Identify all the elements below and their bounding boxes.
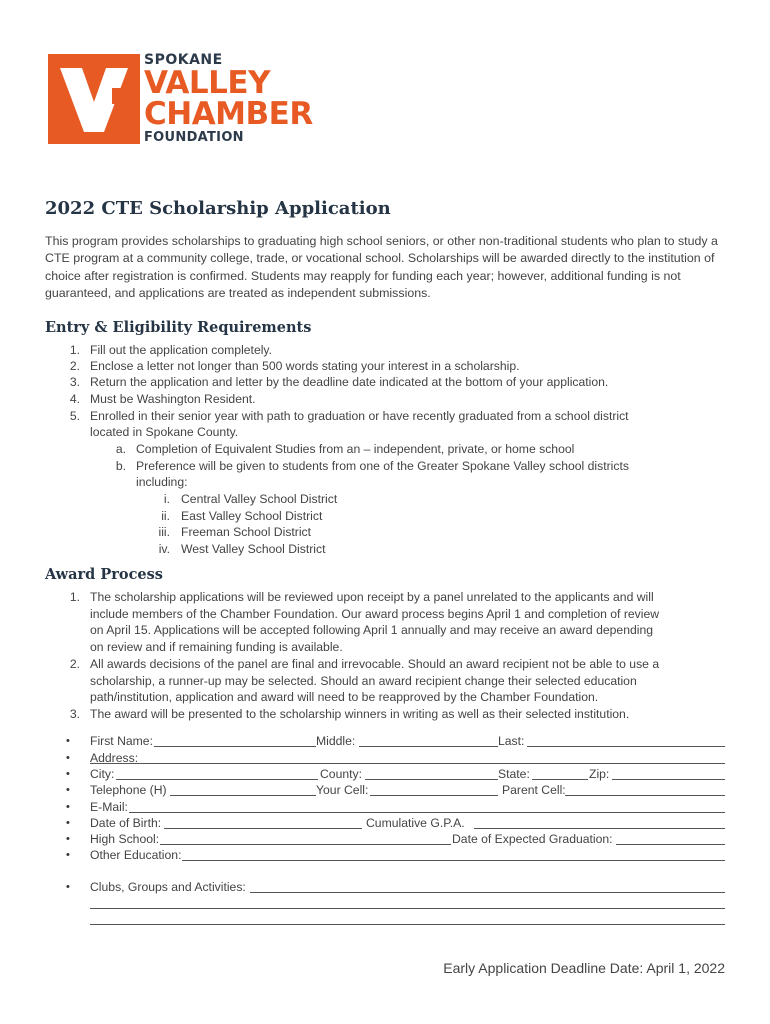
- district-roman-numeral: i.: [163, 492, 170, 506]
- award-item-line: include members of the Chamber Foundation. Our award process begins April 1 and completion of review: [90, 607, 660, 621]
- bullet: •: [66, 833, 70, 845]
- district-roman-numeral: iii.: [158, 525, 170, 539]
- clubs-field[interactable]: [250, 892, 725, 893]
- entry-item: Fill out the application completely.: [90, 343, 273, 357]
- zip-label: Zip:: [589, 767, 610, 781]
- zip-field[interactable]: [612, 779, 725, 780]
- page-title: 2022 CTE Scholarship Application: [45, 198, 391, 219]
- other-education-field[interactable]: [182, 860, 725, 861]
- clubs-field-line-2[interactable]: [90, 908, 725, 909]
- city-label: City:: [90, 767, 115, 781]
- logo-line-3: CHAMBER: [144, 96, 313, 132]
- award-item-number: 2.: [69, 657, 80, 671]
- bullet: •: [66, 752, 70, 764]
- date-of-birth-field[interactable]: [164, 828, 362, 829]
- your-cell-label: Your Cell:: [316, 783, 369, 797]
- award-item-line: path/institution, application and award will need to be reapproved by the Chamber Foundation.: [90, 690, 599, 704]
- bullet: •: [66, 817, 70, 829]
- district-roman-numeral: iv.: [158, 542, 170, 556]
- parent-cell-field[interactable]: [565, 795, 725, 796]
- entry-item-number: 5.: [69, 409, 80, 423]
- deadline-text: Early Application Deadline Date: April 1, 2022: [443, 960, 725, 976]
- email-field[interactable]: [129, 812, 725, 813]
- state-label: State:: [498, 767, 530, 781]
- award-item-line: on review and if remaining funding is available.: [90, 640, 343, 654]
- district-item: Central Valley School District: [181, 492, 338, 506]
- clubs-field-line-3[interactable]: [90, 924, 725, 925]
- middle-name-field[interactable]: [359, 746, 498, 747]
- first-name-label: First Name:: [90, 734, 153, 748]
- district-item: East Valley School District: [181, 509, 323, 523]
- clubs-label: Clubs, Groups and Activities:: [90, 880, 246, 894]
- middle-name-label: Middle:: [316, 734, 356, 748]
- logo-line-2: VALLEY: [144, 65, 271, 101]
- last-name-field[interactable]: [527, 746, 725, 747]
- entry-heading: Entry & Eligibility Requirements: [45, 319, 312, 336]
- graduation-date-field[interactable]: [616, 844, 725, 845]
- county-label: County:: [320, 767, 363, 781]
- date-of-birth-label: Date of Birth:: [90, 816, 162, 830]
- award-item-number: 3.: [69, 707, 80, 721]
- entry-item-number: 4.: [69, 392, 80, 406]
- entry-subitem-continued: including:: [136, 475, 188, 489]
- gpa-field[interactable]: [474, 828, 725, 829]
- entry-subitem: Preference will be given to students from one of the Greater Spokane Valley school districts: [136, 459, 629, 473]
- district-roman-numeral: ii.: [161, 509, 170, 523]
- parent-cell-label: Parent Cell:: [502, 783, 566, 797]
- v-mark-icon: [48, 54, 140, 144]
- state-field[interactable]: [532, 779, 588, 780]
- entry-item: Enrolled in their senior year with path to graduation or have recently graduated from a school district: [90, 409, 629, 423]
- address-label: Address:: [90, 751, 139, 765]
- district-item: Freeman School District: [181, 525, 312, 539]
- entry-subitem: Completion of Equivalent Studies from an – independent, private, or home school: [136, 442, 575, 456]
- logo-wordmark: [144, 52, 313, 146]
- bullet: •: [66, 881, 70, 893]
- logo-line-4: FOUNDATION: [144, 130, 244, 145]
- logo-line-1: SPOKANE: [144, 52, 223, 68]
- high-school-field[interactable]: [160, 844, 451, 845]
- entry-item: Return the application and letter by the deadline date indicated at the bottom of your application.: [90, 375, 609, 389]
- entry-item-continued: located in Spokane County.: [90, 425, 239, 439]
- county-field[interactable]: [365, 779, 498, 780]
- email-label: E-Mail:: [90, 800, 128, 814]
- district-item: West Valley School District: [181, 542, 326, 556]
- gpa-label: Cumulative G.P.A.: [366, 816, 465, 830]
- telephone-label: Telephone (H): [90, 783, 167, 797]
- address-field[interactable]: [90, 763, 725, 764]
- award-item-line: All awards decisions of the panel are final and irrevocable. Should an award recipient not be able to use a: [90, 657, 660, 671]
- your-cell-field[interactable]: [370, 795, 498, 796]
- last-name-label: Last:: [498, 734, 525, 748]
- graduation-date-label: Date of Expected Graduation:: [452, 832, 613, 846]
- entry-item-number: 3.: [69, 375, 80, 389]
- bullet: •: [66, 768, 70, 780]
- award-heading: Award Process: [45, 566, 163, 583]
- bullet: •: [66, 735, 70, 747]
- award-item-line: The award will be presented to the scholarship winners in writing as well as their selected institution.: [90, 707, 630, 721]
- entry-item: Must be Washington Resident.: [90, 392, 256, 406]
- entry-item-number: 2.: [69, 359, 80, 373]
- foundation-logo: [48, 50, 318, 146]
- city-field[interactable]: [116, 779, 318, 780]
- first-name-field[interactable]: [154, 746, 316, 747]
- other-education-label: Other Education:: [90, 848, 182, 862]
- entry-item: Enclose a letter not longer than 500 words stating your interest in a scholarship.: [90, 359, 520, 373]
- entry-subitem-letter: b.: [115, 459, 126, 473]
- entry-subitem-letter: a.: [115, 442, 126, 456]
- bullet: •: [66, 849, 70, 861]
- award-item-number: 1.: [69, 590, 80, 604]
- entry-item-number: 1.: [69, 343, 80, 357]
- bullet: •: [66, 784, 70, 796]
- award-item-line: on April 15. Applications will be accepted following April 1 annually and may receive an award depending: [90, 623, 654, 637]
- bullet: •: [66, 801, 70, 813]
- award-item-line: The scholarship applications will be reviewed upon receipt by a panel unrelated to the applicants and will: [90, 590, 654, 604]
- award-item-line: scholarship, a runner-up may be selected. Should an award recipient change their selected education: [90, 674, 637, 688]
- telephone-field[interactable]: [170, 795, 316, 796]
- intro-paragraph: This program provides scholarships to graduating high school seniors, or other non-traditional students who plan to study a CTE program at a community college, trade, or vocational school. Scholarships will be awarded directly to the institution of choice after registration is confirmed. Students may reapply for funding each year; however, additional funding is not guaranteed, and applications are treated as independent submissions.: [45, 234, 718, 301]
- high-school-label: High School:: [90, 832, 160, 846]
